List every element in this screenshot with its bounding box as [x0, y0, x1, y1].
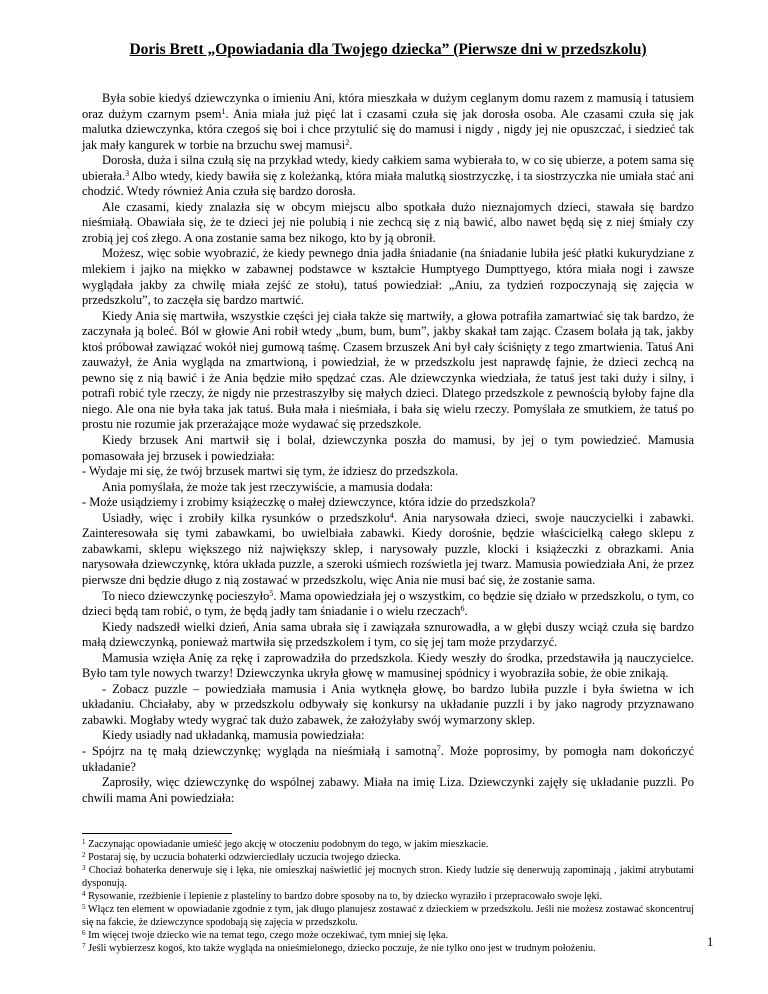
- story-paragraph: [82, 91, 694, 153]
- story-paragraph: [82, 589, 694, 620]
- text-run: .: [349, 137, 353, 152]
- story-paragraph: [82, 511, 694, 589]
- document-title: Doris Brett „Opowiadania dla Twojego dziecka” (Pierwsze dni w przedszkolu): [129, 41, 647, 58]
- text-run: Kiedy brzusek Ani martwił się i bolał, dziewczynka poszła do mamusi, by jej o tym powiedzieć. Mamusia pomasowała jej brzusek i powiedziała:: [82, 433, 694, 463]
- text-run: Dorosła, duża i silna czułą się na przykład wtedy, kiedy całkiem sama wybierała to, w co się ubierze, a potem sama się ubierała.: [82, 153, 694, 183]
- footnote-ref: 1: [221, 106, 226, 116]
- text-run: - Wydaje mi się, że twój brzusek martwi się tym, że idziesz do przedszkola.: [82, 464, 459, 479]
- text-run: Była sobie kiedyś dziewczynka o imieniu Ani, która mieszkała w dużym ceglanym domu razem z mamusią i tatusiem oraz dużym czarnym psem: [82, 91, 694, 121]
- footnote-number: 2: [82, 851, 86, 860]
- footnotes: [82, 838, 694, 955]
- footnote: [82, 864, 694, 890]
- story-paragraph: [82, 200, 694, 247]
- story-paragraph: [82, 728, 694, 744]
- text-run: Mamusia wzięła Anię za rękę i zaprowadziła do przedszkola. Kiedy weszły do środka, przedstawiła ją nauczycielce. Było tam tyle nowych twarzy! Dziewczynka ukryła głowę w mamusinej spódnicy i wyobraziła sobie, że obie znikają.: [82, 650, 694, 681]
- story-paragraph: [82, 309, 694, 433]
- story-paragraph: [82, 651, 694, 682]
- footnote-ref: 2: [345, 137, 350, 147]
- footnote-text: Postaraj się, by uczucia bohaterki odzwierciedlały uczucia twojego dziecka.: [85, 852, 401, 864]
- footnote-number: 3: [82, 864, 86, 873]
- footnote: [82, 942, 694, 955]
- document-page: [82, 40, 694, 955]
- footnote-separator: [82, 833, 232, 834]
- footnote-number: 7: [82, 942, 86, 951]
- footnote-text: Im więcej twoje dziecko wie na temat tego, czego może oczekiwać, tym mniej się lęka.: [85, 930, 449, 942]
- story-paragraph: [82, 775, 694, 806]
- footnote: [82, 838, 694, 851]
- text-run: . Mama opowiedziała jej o wszystkim, co będzie się działo w przedszkolu, o tym, co dzieci będą tam robić, o tym, że będą jadły tam śniadanie i o wielu rzeczach: [82, 588, 694, 619]
- story-paragraph: [82, 433, 694, 464]
- text-run: . Ania narysowała dzieci, swoje nauczycielki i zabawki. Zainteresowała się tymi zabawkami, bo uwielbiała zabawki. Kiedy dorośnie, będzie właścicielką całego sklepu z zabawkami, sklepu większego niż największy sklep, i narysowały puzzle, klocki i książeczki z obrazkami. Ania narysowała dziewczynkę, która układa puzzle, a szeroki uśmiech rozświetla jej twarz. Mamusia powiedziała Ani, że przez pierwsze dni będzie długo z nią zostawać w przedszkolu, więc Ania nie musi bać się, że zostanie sama.: [82, 510, 694, 587]
- story-body: [82, 91, 694, 806]
- text-run: Kiedy nadszedł wielki dzień, Ania sama ubrała się i zawiązała sznurowadła, a w głębi duszy wciąż czuła się bardzo małą dziewczynką, ponieważ martwiła się przedszkolem i tym, co się jej tam może przydarzyć.: [82, 619, 694, 650]
- footnote-ref: 4: [389, 510, 394, 520]
- text-run: . Ania miała już pięć lat i czasami czuła się jak dorosła osoba. Ale czasami czuła się jak malutka dziewczynka, która czegoś się boi i chce przytulić się do mamusi i nigdy , nigdy jej nie opuszczać, i siedzieć tak jak mały kangurek w torbie na brzuchu swej mamusi: [82, 106, 694, 152]
- footnote: [82, 890, 694, 903]
- text-run: Albo wtedy, kiedy bawiła się z koleżanką, która miała malutką siostrzyczkę, i ta siostrzyczka nie umiała stać ani chodzić. Wtedy również Ania czuła się bardzo dorosła.: [82, 168, 694, 199]
- story-paragraph: [82, 682, 694, 729]
- text-run: Kiedy usiadły nad układanką, mamusia powiedziała:: [102, 728, 365, 743]
- footnote-number: 1: [82, 838, 86, 847]
- text-run: .: [464, 604, 468, 619]
- footnote: [82, 903, 694, 929]
- dialog-line: [82, 495, 694, 511]
- text-run: Kiedy Ania się martwiła, wszystkie części jej ciała także się martwiły, a głowa potrafiła zamartwiać się tak bardzo, że zaczynała ją boleć. Ból w głowie Ani robił wtedy „bum, bum, bum”, jakby skakał tam zając. Czasem bolała ją tak, jakby ktoś próbował zawiązać wokół niej gumową taśmę. Czasem brzuszek Ani był cały ściśnięty z tego zmartwienia. Tatuś Ani zauważył, że Ania wygląda na zmartwioną, i powiedział, że w przedszkolu jest naprawdę fajnie, że dzieci zechcą na pewno się z nią bawić i że Ania będzie miło spędzać czas. Ale dziewczynka wiedziała, że tatuś jest taki duży i silny, i potrafi robić tyle rzeczy, że nigdy nie przestraszyłby się małych dzieci. Dlatego przedszkole z pewnością byłoby fajne dla niego. Ale ona nie była taka jak tatuś. Buła mała i nieśmiała, i bała się wielu rzeczy. Pomyślała ze smutkiem, że tatuś po prostu nie rozumie jak przerażające może wydawać się przedszkole.: [82, 308, 694, 432]
- footnote-number: 5: [82, 903, 86, 912]
- footnote-text: Zaczynając opowiadanie umieść jego akcję w otoczeniu podobnym do tego, w jakim mieszkacie.: [85, 839, 489, 851]
- footnote-ref: 3: [125, 168, 130, 178]
- dialog-line: [82, 464, 694, 480]
- text-run: Usiadły, więc i zrobiły kilka rysunków o przedszkolu: [102, 510, 390, 525]
- footnote-number: 4: [82, 890, 86, 899]
- footnote-number: 6: [82, 929, 86, 938]
- text-run: Możesz, więc sobie wyobrazić, że kiedy pewnego dnia jadła śniadanie (na śniadanie lubiła jeść płatki kukurydziane z mlekiem i jajko na miękko w zabawnej podstawce w kształcie Humptyego Dumpttyego, która miała nogi i zawsze wyglądała jakby za chwilę miała zejść ze stołu), tatuś powiedział: „Aniu, za tydzień rozpoczynają się zajęcia w przedszkolu”, to zaczęła się bardzo martwić.: [82, 246, 694, 308]
- story-paragraph: [82, 480, 694, 496]
- text-run: - Zobacz puzzle – powiedziała mamusia i Ania wytknęła głowę, bo bardzo lubiła puzzle i była świetna w ich układaniu. Chciałaby, aby w przedszkolu odbywały się konkursy na układanie puzzli i by jako nagrody przyznawano zabawki. Mogłaby wtedy wygrać tak dużo zabawek, że założyłaby swój wymarzony sklep.: [82, 681, 694, 727]
- footnote-text: Jeśli wybierzesz kogoś, kto także wygląda na onieśmielonego, dziecko poczuje, że nie tylko ono jest w trudnym położeniu.: [85, 943, 596, 955]
- text-run: To nieco dziewczynkę pocieszyło: [102, 588, 270, 603]
- text-run: Ale czasami, kiedy znalazła się w obcym miejscu albo spotkała dużo nieznajomych dzieci, stawała się bardzo nieśmiałą. Obawiała się, że te dzieci jej nie polubią i nie zechcą się z nią bawić, albo nawet będą się z niej śmiały czy zrobią jej coś złego. A ona zostanie sama bez nikogo, kto by ją obronił.: [82, 199, 694, 245]
- footnote-text: Rysowanie, rzeźbienie i lepienie z plasteliny to bardzo dobre sposoby na to, by dziecko wyraziło i przepracowało swoje lęki.: [85, 891, 603, 903]
- page-number: 1: [707, 935, 714, 949]
- footnote: [82, 851, 694, 864]
- story-paragraph: [82, 620, 694, 651]
- footnote-ref: 5: [269, 588, 274, 598]
- text-run: - Spójrz na tę małą dziewczynkę; wygląda na nieśmiałą i samotną: [82, 743, 437, 758]
- text-run: - Może usiądziemy i zrobimy książeczkę o małej dziewczynce, która idzie do przedszkola?: [82, 495, 536, 510]
- footnote: [82, 929, 694, 942]
- story-paragraph: [82, 153, 694, 200]
- text-run: Ania pomyślała, że może tak jest rzeczywiście, a mamusia dodała:: [102, 479, 434, 494]
- story-paragraph: [82, 246, 694, 308]
- text-run: Zaprosiły, więc dziewczynkę do wspólnej zabawy. Miała na imię Liza. Dziewczynki zajęły się układanie puzzli. Po chwili mama Ani powiedziała:: [82, 775, 694, 805]
- dialog-line: [82, 744, 694, 775]
- text-run: . Może poprosimy, by pomogła nam dokończyć układanie?: [82, 743, 694, 774]
- footnote-text: Chociaż bohaterka denerwuje się i lęka, nie omieszkaj naświetlić jej mocnych stron. Kiedy ludzie się denerwują zapominają , jakimi atrybutami dysponują.: [82, 865, 694, 890]
- footnote-ref: 7: [436, 743, 441, 753]
- footnote-ref: 6: [460, 604, 465, 614]
- footnote-text: Włącz ten element w opowiadanie zgodnie z tym, jak długo planujesz zostawać z dzieckiem w przedszkolu. Jeśli nie możesz zostawać skoncentruj się na fakcie, że dziewczynce spodobają się zajęcia w przedszkolu.: [82, 904, 694, 929]
